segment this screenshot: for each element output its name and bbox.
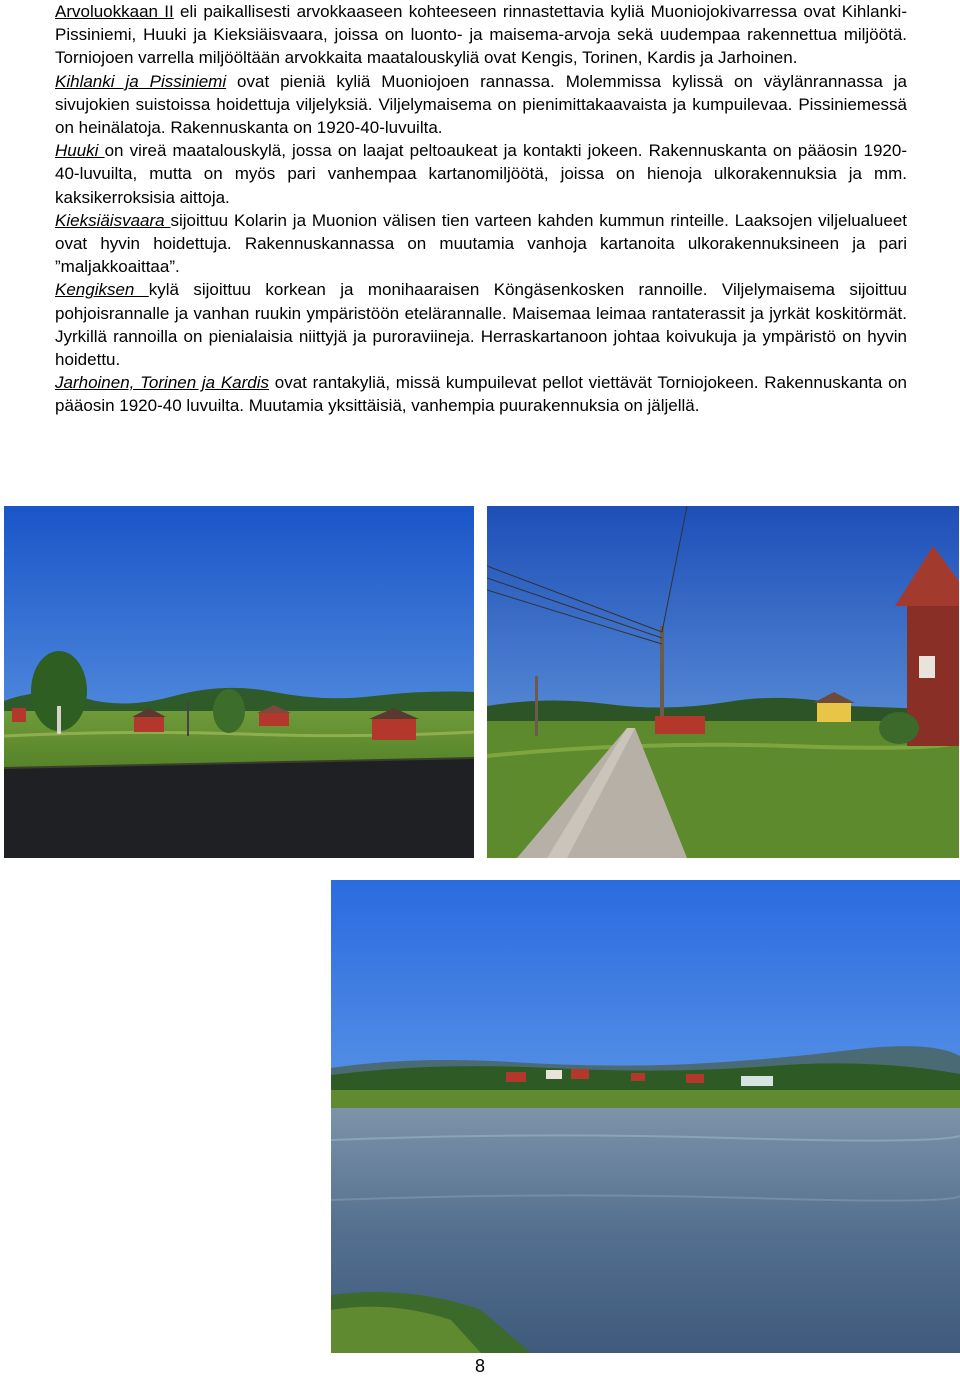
paragraph-text: on vireä maatalouskylä, jossa on laajat peltoaukeat ja kontakti jokeen. Rakennuskanta on pääosin 1920-40-luvuilta, mutta on myös pari vanhempaa kartanomiljöötä, joissa on hienoja ulkorakennuksia ja mm. kaksikerroksisia aittoja. bbox=[55, 141, 907, 207]
page-number: 8 bbox=[474, 1356, 485, 1376]
paragraph-text: eli paikallisesti arvokkaaseen kohteeseen rinnastettavia kyliä Muoniojokivarressa ovat Kihlanki-Pissiniemi, Huuki ja Kieksiäisvaara, joissa on luonto- ja maisema-arvoja sekä uudempaa rakennettua miljöötä. Torniojoen varrella miljööltään arvokkaita maatalouskyliä ovat Kengis, Torinen, Kardis ja Jarhoinen. bbox=[55, 2, 907, 68]
heading-kengis: Kengiksen bbox=[55, 280, 149, 300]
paragraph-kengis bbox=[55, 278, 907, 371]
paragraph-arvoluokka bbox=[55, 0, 907, 70]
heading-kihlanki: Kihlanki ja Pissiniemi bbox=[55, 71, 227, 91]
heading-kieksiaisvaara: Kieksiäisvaara bbox=[55, 210, 171, 230]
heading-jarhoinen: Jarhoinen, Torinen ja Kardis bbox=[55, 373, 270, 393]
heading-arvoluokka: Arvoluokkaan II bbox=[55, 2, 174, 21]
photo-river bbox=[331, 880, 960, 1353]
heading-huuki: Huuki bbox=[55, 141, 105, 161]
photo-village-road bbox=[4, 506, 474, 858]
body-text bbox=[55, 0, 907, 418]
paragraph-text: sijoittuu Kolarin ja Muonion välisen tien varteen kahden kummun rinteille. Laaksojen viljelualueet ovat hyvin hoidettuja. Rakennuskannassa on muutamia vanhoja kartanoita ulkorakennuksineen ja pari ”maljakkoaittaa”. bbox=[55, 210, 907, 277]
paragraph-jarhoinen bbox=[55, 371, 907, 417]
paragraph-text: kylä sijoittuu korkean ja monihaaraisen Köngäsenkosken rannoille. Viljelymaisema sijoittuu pohjoisrannalle ja vanhan ruukin ympäristöön etelärannalle. Maisemaa leimaa rantaterassit ja jyrkät koskitörmät. Jyrkillä rannoilla on pienialaisia niittyjä ja puroraviineja. Herraskartanoon johtaa koivukuja ja ympäristö on hyvin hoidettu. bbox=[55, 280, 907, 370]
paragraph-text: ovat rantakyliä, missä kumpuilevat pellot viettävät Torniojokeen. Rakennuskanta on pääosin 1920-40 luvuilta. Muutamia yksittäisiä, vanhempia puurakennuksia on jäljellä. bbox=[55, 373, 907, 416]
paragraph-kieksiaisvaara bbox=[55, 209, 907, 279]
photo-gravel-road bbox=[487, 506, 959, 858]
paragraph-huuki bbox=[55, 139, 907, 209]
paragraph-kihlanki bbox=[55, 70, 907, 140]
paragraph-text: ovat pieniä kyliä Muoniojoen rannassa. Molemmissa kylissä on väylänrannassa ja sivujokien suistoissa hoidettuja viljelyksiä. Viljelymaisema on pienimittakaavaista ja kumpuilevaa. Pissiniemessä on heinälatoja. Rakennuskanta on 1920-40-luvuilta. bbox=[55, 71, 907, 138]
